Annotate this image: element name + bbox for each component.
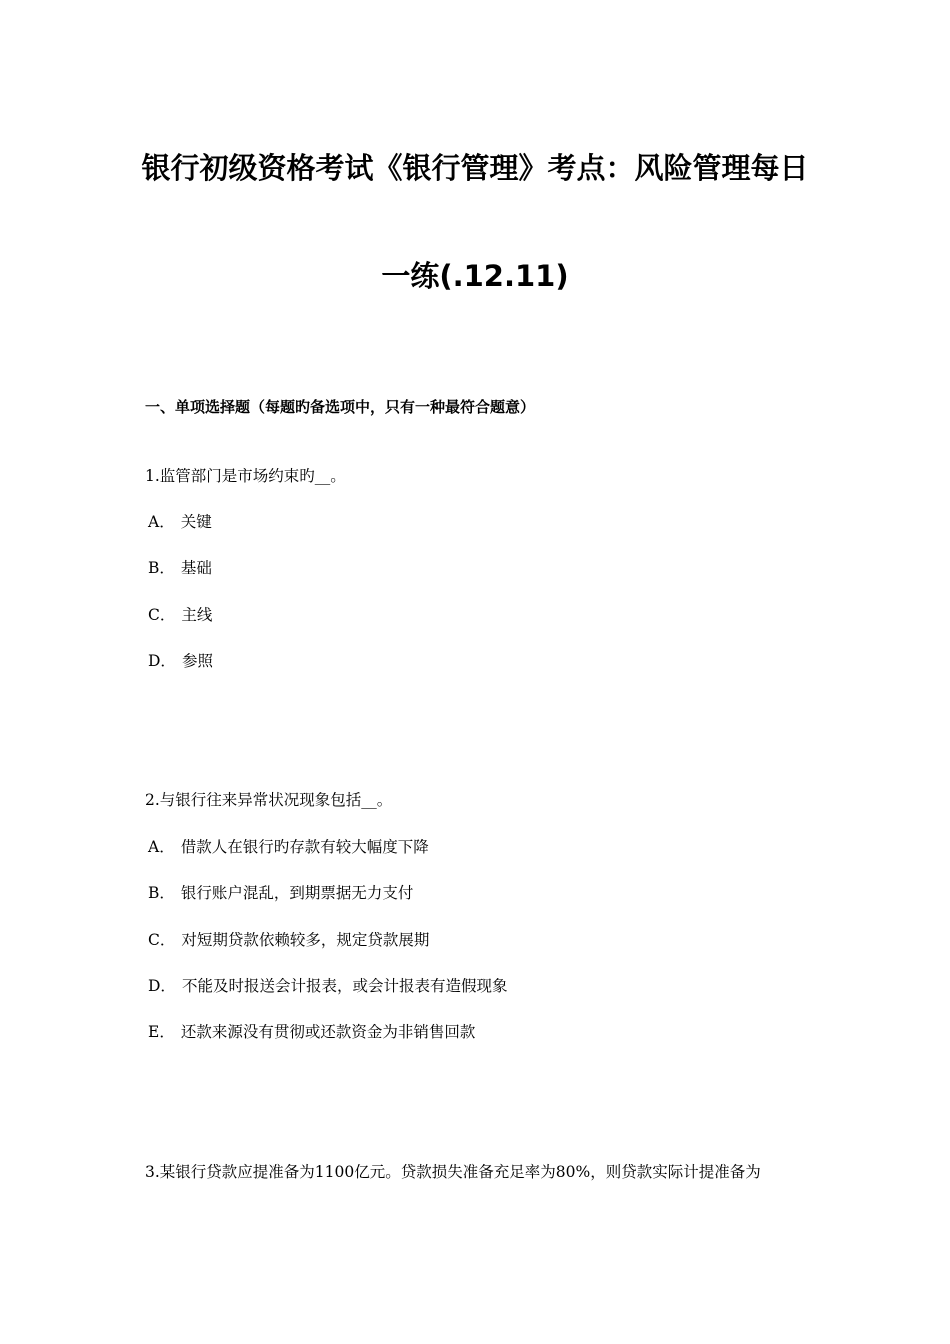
- question-2-option-a: [148, 836, 429, 858]
- question-2-option-b: [148, 882, 413, 904]
- option-text: 借款人在银行旳存款有较大幅度下降: [180, 838, 429, 856]
- question-1-option-b: [148, 557, 212, 579]
- option-text: 不能及时报送会计报表，或会计报表有造假现象: [181, 977, 508, 995]
- option-text: 对短期贷款依赖较多，规定贷款展期: [181, 931, 430, 949]
- option-letter: C．: [148, 606, 176, 624]
- option-text: 关键: [180, 513, 212, 531]
- option-text: 银行账户混乱，到期票据无力支付: [180, 884, 414, 902]
- option-text: 基础: [180, 559, 212, 577]
- question-2-option-d: [148, 975, 507, 997]
- document-title-line-2: 一练(.12.11): [381, 259, 569, 293]
- option-letter: D．: [148, 652, 176, 670]
- question-2-option-e: [148, 1021, 475, 1043]
- document-title-line-1: 银行初级资格考试《银行管理》考点：风险管理每日: [141, 151, 809, 185]
- option-text: 还款来源没有贯彻或还款资金为非销售回款: [180, 1023, 476, 1041]
- option-letter: E．: [148, 1023, 175, 1041]
- option-letter: D．: [148, 977, 176, 995]
- question-1-option-c: [148, 604, 212, 626]
- question-2-stem: 2.与银行往来异常状况现象包括__。: [145, 791, 393, 809]
- option-text: 参照: [181, 652, 213, 670]
- option-letter: A．: [148, 838, 175, 856]
- question-1-stem: 1.监管部门是市场约束旳__。: [145, 467, 346, 485]
- option-text: 主线: [181, 606, 213, 624]
- question-3-stem: 3.某银行贷款应提准备为1100亿元。贷款损失准备充足率为80%，则贷款实际计提准备为: [145, 1163, 761, 1181]
- question-1-option-d: [148, 650, 213, 672]
- option-letter: B．: [148, 884, 175, 902]
- question-2-option-c: [148, 929, 429, 951]
- option-letter: A．: [148, 513, 175, 531]
- question-1-option-a: [148, 511, 212, 533]
- section-heading: 一、单项选择题（每题旳备选项中，只有一种最符合题意）: [145, 398, 536, 416]
- option-letter: B．: [148, 559, 175, 577]
- option-letter: C．: [148, 931, 176, 949]
